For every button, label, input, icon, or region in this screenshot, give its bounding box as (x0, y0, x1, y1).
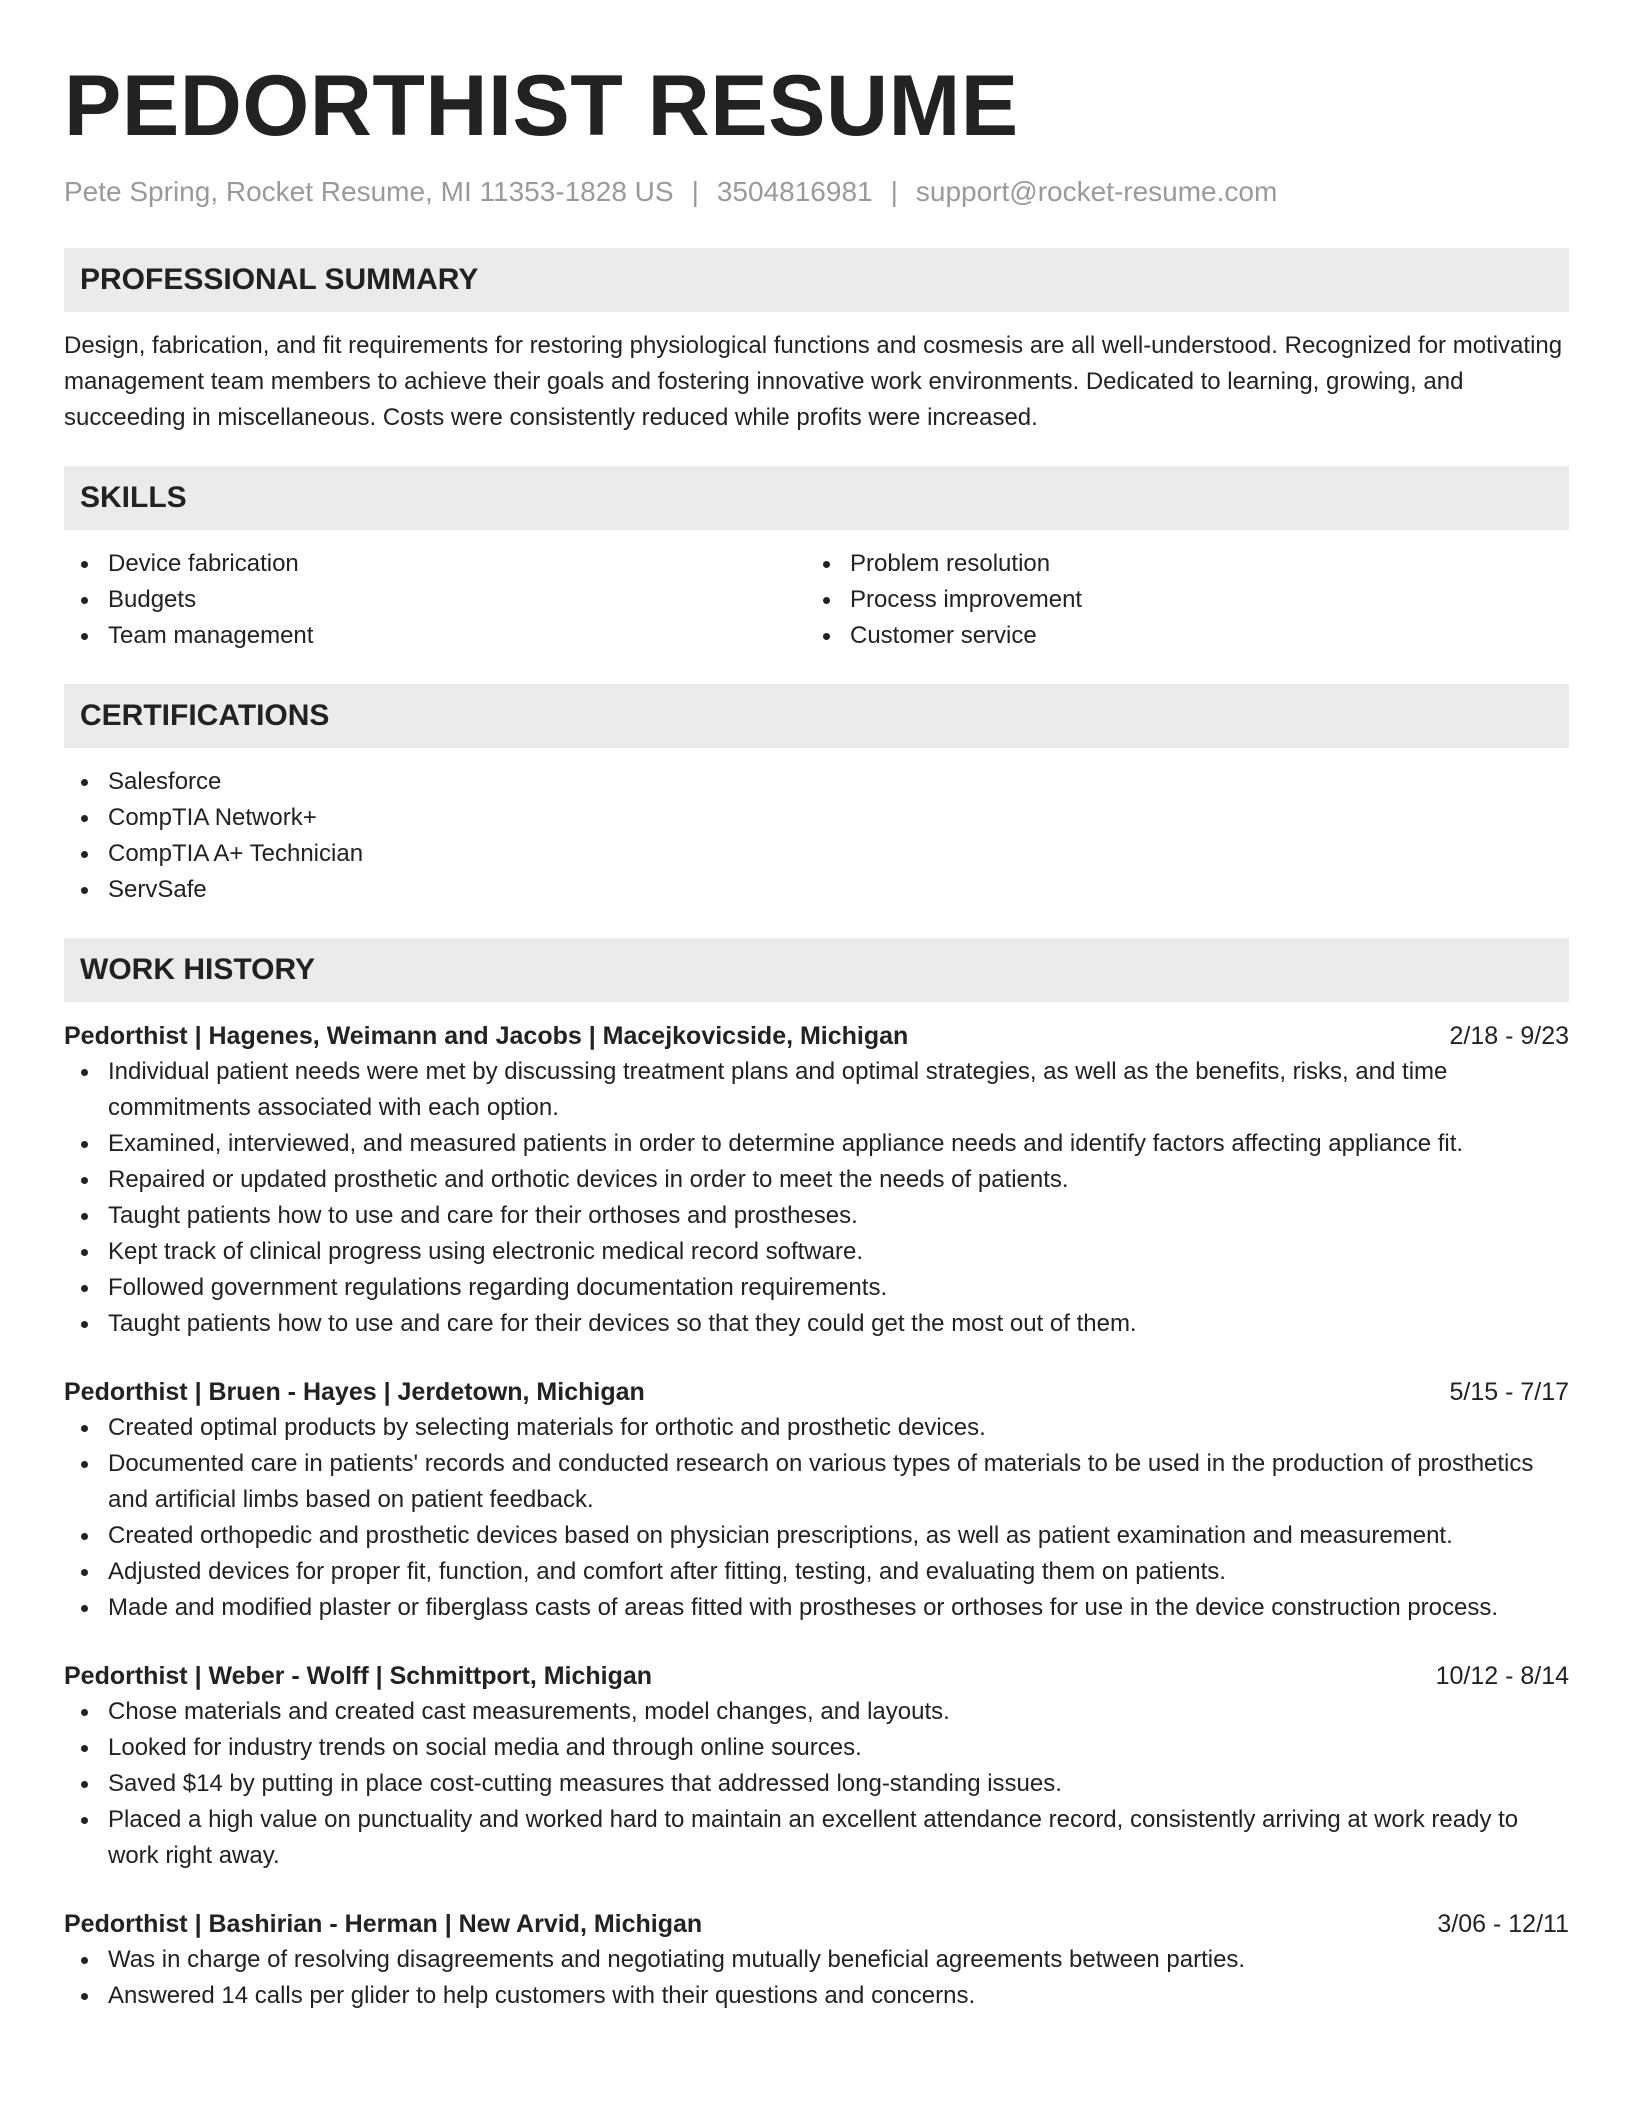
job-bullet-list (64, 1054, 1569, 1342)
resume-title: PEDORTHIST RESUME (64, 58, 1019, 154)
job-header (64, 1374, 1569, 1410)
contact-phone: 3504816981 (716, 176, 873, 207)
job-entry (64, 1906, 1569, 2014)
job-bullet: Individual patient needs were met by discussing treatment plans and optimal strategies, as well as the benefits, risks, and time commitments associated with each option. (64, 1054, 1569, 1126)
job-bullet: Answered 14 calls per glider to help customers with their questions and concerns. (64, 1978, 1569, 2014)
job-bullet-list (64, 1694, 1569, 1874)
job-title: Pedorthist | Bruen - Hayes | Jerdetown, Michigan (64, 1378, 645, 1406)
skill-item: Team management (64, 618, 806, 654)
job-bullet: Repaired or updated prosthetic and orthotic devices in order to meet the needs of patients. (64, 1162, 1569, 1198)
job-bullet: Saved $14 by putting in place cost-cutting measures that addressed long-standing issues. (64, 1766, 1569, 1802)
job-header (64, 1658, 1569, 1694)
job-bullet-list (64, 1942, 1569, 2014)
job-bullet: Made and modified plaster or fiberglass casts of areas fitted with prostheses or orthoses for use in the device construction process. (64, 1590, 1569, 1626)
job-bullet: Adjusted devices for proper fit, function, and comfort after fitting, testing, and evaluating them on patients. (64, 1554, 1569, 1590)
skill-item: Problem resolution (806, 546, 1548, 582)
contact-email: support@rocket-resume.com (915, 176, 1278, 207)
job-title: Pedorthist | Weber - Wolff | Schmittport, Michigan (64, 1662, 653, 1690)
job-bullet: Documented care in patients' records and conducted research on various types of materials to be used in the production of prosthetics and artificial limbs based on patient feedback. (64, 1446, 1569, 1518)
resume-page (64, 56, 1569, 2014)
job-dates: 3/06 - 12/11 (1437, 1910, 1569, 1938)
contact-separator: | (890, 176, 898, 207)
certification-item: Salesforce (64, 764, 1569, 800)
job-bullet-list (64, 1410, 1569, 1626)
job-bullet: Taught patients how to use and care for their devices so that they could get the most out of them. (64, 1306, 1569, 1342)
summary-section (64, 248, 1569, 436)
work-history-section (64, 938, 1569, 2014)
certifications-section (64, 684, 1569, 908)
job-title: Pedorthist | Hagenes, Weimann and Jacobs | Macejkovicside, Michigan (64, 1022, 909, 1050)
job-dates: 2/18 - 9/23 (1449, 1022, 1569, 1050)
job-bullet: Taught patients how to use and care for their orthoses and prostheses. (64, 1198, 1569, 1234)
contact-address: Pete Spring, Rocket Resume, MI 11353-1828 US (64, 176, 674, 207)
certification-item: ServSafe (64, 872, 1569, 908)
skill-item: Budgets (64, 582, 806, 618)
skill-item: Process improvement (806, 582, 1548, 618)
skills-list-left (64, 546, 806, 654)
skills-grid (64, 546, 1569, 654)
contact-separator: | (691, 176, 699, 207)
section-header-work-history: WORK HISTORY (64, 938, 1569, 1002)
job-bullet: Examined, interviewed, and measured patients in order to determine appliance needs and identify factors affecting appliance fit. (64, 1126, 1569, 1162)
job-bullet: Created optimal products by selecting materials for orthotic and prosthetic devices. (64, 1410, 1569, 1446)
contact-line (64, 174, 1569, 210)
job-bullet: Created orthopedic and prosthetic devices based on physician prescriptions, as well as patient examination and measurement. (64, 1518, 1569, 1554)
job-dates: 10/12 - 8/14 (1435, 1662, 1569, 1690)
section-header-skills: SKILLS (64, 466, 1569, 530)
job-entry (64, 1374, 1569, 1626)
skills-list-right (806, 546, 1548, 654)
job-header (64, 1018, 1569, 1054)
job-bullet: Placed a high value on punctuality and worked hard to maintain an excellent attendance record, consistently arriving at work ready to work right away. (64, 1802, 1569, 1874)
skill-item: Device fabrication (64, 546, 806, 582)
job-entry (64, 1018, 1569, 1342)
job-entry (64, 1658, 1569, 1874)
job-bullet: Looked for industry trends on social media and through online sources. (64, 1730, 1569, 1766)
job-dates: 5/15 - 7/17 (1449, 1378, 1569, 1406)
certification-item: CompTIA Network+ (64, 800, 1569, 836)
section-header-summary: PROFESSIONAL SUMMARY (64, 248, 1569, 312)
skills-section (64, 466, 1569, 654)
section-header-certifications: CERTIFICATIONS (64, 684, 1569, 748)
job-header (64, 1906, 1569, 1942)
certification-item: CompTIA A+ Technician (64, 836, 1569, 872)
job-bullet: Chose materials and created cast measurements, model changes, and layouts. (64, 1694, 1569, 1730)
skill-item: Customer service (806, 618, 1548, 654)
certifications-list (64, 764, 1569, 908)
summary-text: Design, fabrication, and fit requirements for restoring physiological functions and cosmesis are all well-understood. Recognized for motivating management team members to achieve their goals and fostering innovative work environments. Dedicated to learning, growing, and succeeding in miscellaneous. Costs were consistently reduced while profits were increased. (64, 332, 1563, 431)
job-bullet: Kept track of clinical progress using electronic medical record software. (64, 1234, 1569, 1270)
job-title: Pedorthist | Bashirian - Herman | New Arvid, Michigan (64, 1910, 703, 1938)
job-bullet: Followed government regulations regarding documentation requirements. (64, 1270, 1569, 1306)
job-bullet: Was in charge of resolving disagreements and negotiating mutually beneficial agreements between parties. (64, 1942, 1569, 1978)
